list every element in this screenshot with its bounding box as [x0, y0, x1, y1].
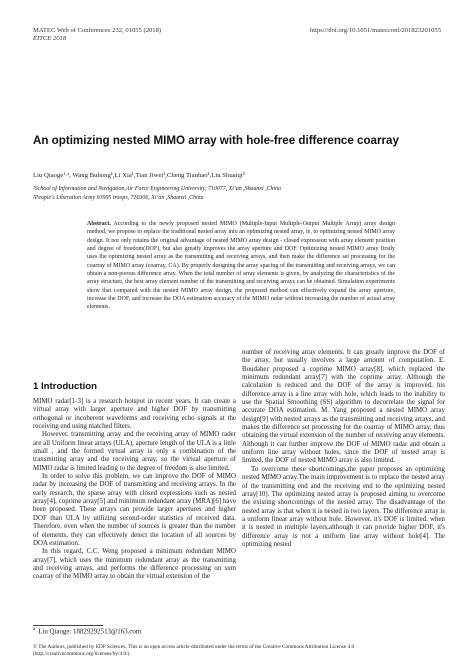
footnote-email[interactable]: Liu Qiaoge: 18829292513@163.com [38, 628, 142, 636]
section-heading: 1 Introduction [33, 381, 97, 392]
license-notice: © The Authors, published by EDP Sciences. This is an open access article distributed under the terms of the Creative Commons Attribution License 4.0 (http://creativecommons.org/licenses/by/4.0/). [33, 644, 355, 657]
conference-name: EITCE 2018 [33, 35, 67, 42]
paragraph: number of receiving array elements. It can greatly improve the DOF of the array, but usually involves a large amount of computation. E. Boudaher proposed a coprime MIMO array[8], which replaced the minimum redundant array[7] with the coprime array. Although the calculation is reduced and the DOF of the array is improved, his difference array is a line array with hole, which leads to the inability to use the Spatial Smoothing (SS) algorithm to decorrelate the signal for accurate DOA estimation. M. Yang proposed a nested MIMO array design[9] with nested arrays as the transmitting and receiving arrays, and makes the difference set processing for the coarray of MIMO array, thus obtaining the virtual extension of the number of receiving array elements. Although it can further improve the DOF of MIMO radar and obtain a uniform line array without holes, since the DOF of nested array is limited, the DOF of nested MIMO array is also limited. [242, 349, 446, 465]
doi-link[interactable]: https://doi.org/10.1051/matecconf/201823201055 [309, 27, 441, 34]
affiliation-1: ¹School of Information and Navigation,Air Force Engineering University, 710077, Xi’an ,Shaanxi ,China [33, 186, 281, 192]
paragraph: In order to solve this problem, we can improve the DOF of MIMO radar by increasing the DOF of transmitting and receiving arrays. In the early research, the sparse array with closed expressions such as nested array[4], coprime array[5] and minimum redundant array (MRA)[6] have been proposed. These arrays can provide larger apertures and higher DOF than ULA by utilizing second-order statistics of received data. Therefore, even when the number of sources is greater than the number of elements, they can effectively detect the location of all sources by DOA estimation. [33, 473, 236, 547]
affiliation-2: ²People's Liberation Army 93995 troops, 710306, Xi’an ,Shaanxi ,China [33, 195, 204, 201]
footnote-mark: a [33, 627, 36, 632]
journal-line: MATEC Web of Conferences 232, 01055 (2018) [33, 27, 162, 34]
abstract [87, 220, 395, 312]
paragraph: However, transmitting array and the receiving array of MIMO rader are all Uniform linear arrays (ULA), aperture length of the ULA is a little small , and the formed virtual array is only a combination of the transmitting array and the receiving array, so the virtual aperture of MIMO radar is limited leading to the degree of freedom is also limited. [33, 431, 236, 472]
left-column [33, 398, 236, 582]
author-list: Liu Qiaoge¹·ᵃ, Wang Buhong¹,Li Xia¹,Tian Jiwei¹,Cheng Tianhao¹,Liu Shuaiqi² [33, 172, 245, 179]
paragraph: To overcome these shortcomings,the paper proposes an optimizing nested MIMO array.The main improvement is to replace the nested array of the transmitting end and the receiving end to the optimizing nested array[10]. The optimizing nested array is proposed aiming to overcome the existing shortcomings of the nested array. The disadvantage of the nested array is that when it is nested in two layers. The difference array is a uniform linear array without hole. However, it's DOF is limited. when it is nested in multiple layers,although it can provide higher DOF, it's difference array is not a uniform line array without hole[4]. The optimizing nested [242, 465, 445, 548]
paragraph: In this regard, C.C. Weng proposed a minimum redundant MIMO array[7], which uses the minimum redundant array as the transmitting and receiving arrays, and performs the difference processing on sum coarray of the MIMO array to obtain the virtual extension of the [33, 548, 236, 581]
abstract-text: According to the newly proposed nested MIMO (Multiple-Input Multiple-Output Multiple Array) array design method, we propose to replace the traditional nested array into an optimizing nested array, ie, to optimizing nested MIMO array design. It not only retains the original advantage of nested MIMO array design - closed expression with array element position and degree of freedom(DOF), but also greatly improves the array aperture and DOF. Optimizing nested MIMO array firstly uses the optimizing nested array as the transmitting and receiving arrays, and then make the difference set processing for the coarray of MIMO array (coarray, CA). By properly designing the array spacing of the transmitting and receiving arrays, we can obtain a non-porous difference array. When the total number of array elements is given, by analyzing the characteristics of the array structure, the best array element number of the transmitting and receiving arrays can be obtained. Simulation experiments show that compared with the nested MIMO array design, the proposed method can effectively expand the array aperture, increase the DOF, and increase the DOA estimation accuracy of the MIMO radar without increasing the number of actual array elements. [87, 221, 395, 311]
right-column [242, 349, 445, 549]
abstract-label: Abstract. [87, 221, 111, 227]
footnote [33, 627, 141, 635]
paper-title: An optimizing nested MIMO array with hole-free difference coarray [33, 134, 399, 147]
paragraph: MIMO radar[1-3] is a research hotspot in recent years. It can create a virtual array with larger aperture and higher DOF by transmitting orthogonal or incoherent waveforms and receiving echo signals at the receiving end using matched filters. [33, 398, 236, 431]
footnote-rule [33, 625, 103, 626]
running-header-left [33, 27, 161, 43]
